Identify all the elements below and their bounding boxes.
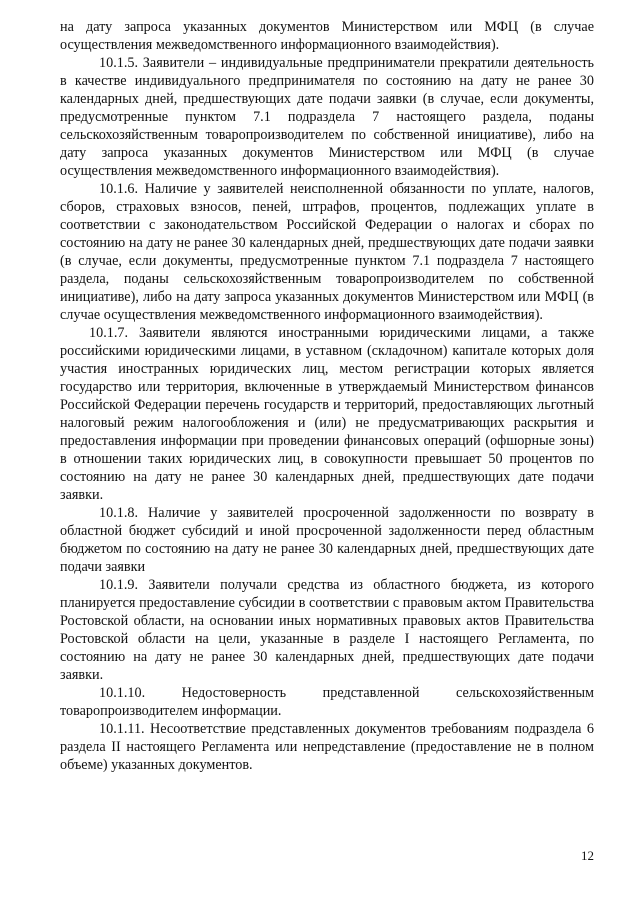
paragraph-10-1-5: 10.1.5. Заявители – индивидуальные предприниматели прекратили деятельность в качестве индивидуального предпринимателя по состоянию на дату не ранее 30 календарных дней, предшествующих дате подачи заявки (в случае, если документы, предусмотренные пунктом 7.1 подраздела 7 настоящего раздела, поданы сельскохозяйственным товаропроизводителем по собственной инициативе), либо на дату запроса указанных документов Министерством или МФЦ (в случае осуществления межведомственного информационного взаимодействия). [60,55,594,179]
paragraph-10-1-9: 10.1.9. Заявители получали средства из областного бюджета, из которого планируется предоставление субсидии в соответствии с правовым актом Правительства Ростовской области, на основании иных нормативных правовых актов Правительства Ростовской области на цели, указанные в разделе I настоящего Регламента, по состоянию на дату не ранее 30 календарных дней, предшествующих дате подачи заявки. [60,577,594,683]
paragraph-10-1-10: 10.1.10. Недостоверность представленной сельскохозяйственным товаропроизводителем информации. [60,685,594,719]
paragraph-10-1-7: 10.1.7. Заявители являются иностранными юридическими лицами, а также российскими юридическими лицами, в уставном (складочном) капитале которых доля участия иностранных юридических лиц, местом регистрации которых является государство или территория, включенные в утверждаемый Министерством финансов Российской Федерации перечень государств и территорий, предоставляющих льготный налоговый режим налогообложения и (или) не предусматривающих раскрытия и предоставления информации при проведении финансовых операций (офшорные зоны) в отношении таких юридических лиц, в совокупности превышает 50 процентов по состоянию на дату не ранее 30 календарных дней, предшествующих дате подачи заявки. [60,325,594,503]
paragraph-10-1-11: 10.1.11. Несоответствие представленных документов требованиям подраздела 6 раздела II настоящего Регламента или непредставление (предоставление не в полном объеме) указанных документов. [60,721,594,773]
page-number: 12 [581,848,594,863]
paragraph-10-1-6: 10.1.6. Наличие у заявителей неисполненной обязанности по уплате, налогов, сборов, страховых взносов, пеней, штрафов, процентов, подлежащих уплате в соответствии с законодательством Российской Федерации о налогах и сборах по состоянию на дату не ранее 30 календарных дней, предшествующих дате подачи заявки (в случае, если документы, предусмотренные пунктом 7.1 подраздела 7 настоящего раздела, поданы сельскохозяйственным товаропроизводителем по собственной инициативе), либо на дату запроса указанных документов Министерством или МФЦ (в случае осуществления межведомственного информационного взаимодействия). [60,181,594,323]
document-page [60,18,594,774]
paragraph-continuation: на дату запроса указанных документов Министерством или МФЦ (в случае осуществления межведомственного информационного взаимодействия). [60,19,594,53]
paragraph-10-1-8: 10.1.8. Наличие у заявителей просроченной задолженности по возврату в областной бюджет субсидий и иной просроченной задолженности перед областным бюджетом по состоянию на дату не ранее 30 календарных дней, предшествующих дате подачи заявки [60,505,594,575]
